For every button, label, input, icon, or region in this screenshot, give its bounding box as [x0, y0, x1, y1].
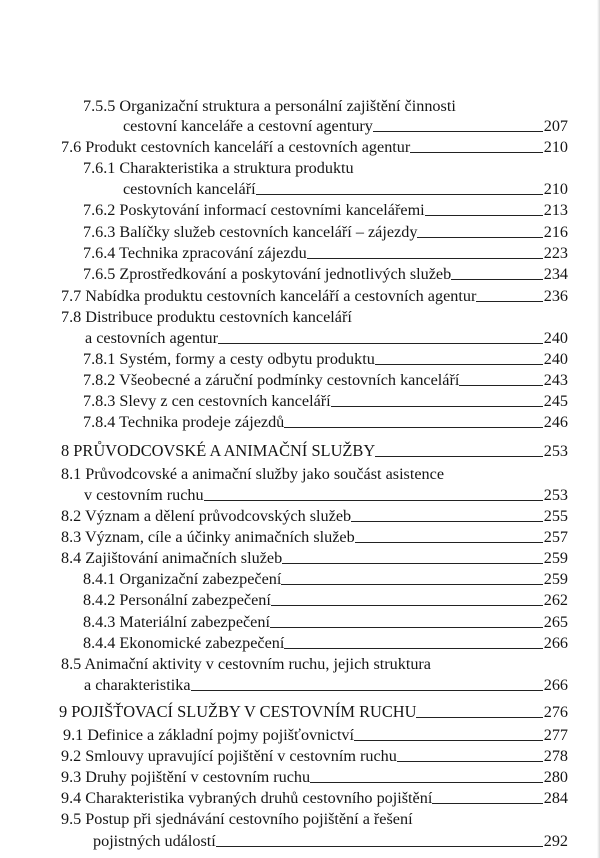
- toc-page-number: 223: [543, 244, 568, 262]
- toc-leader-line: [354, 740, 543, 741]
- toc-entry: [63, 725, 568, 745]
- toc-leader-line: [331, 406, 543, 407]
- toc-leader-line: [375, 364, 543, 365]
- toc-page-number: 253: [543, 486, 568, 504]
- toc-page-number: 292: [543, 832, 568, 850]
- toc-entry: [61, 548, 568, 568]
- toc-entry: [83, 370, 568, 390]
- toc-page-number: 259: [543, 570, 568, 588]
- toc-entry: [93, 831, 568, 851]
- toc-entry-title: 8.4.3 Materiální zabezpečení: [83, 613, 270, 631]
- toc-leader-line: [284, 648, 542, 649]
- toc-leader-line: [417, 237, 542, 238]
- toc-entry-title: 8.5 Animační aktivity v cestovním ruchu, jejich struktura: [61, 655, 431, 673]
- toc-page-number: 253: [543, 442, 568, 460]
- toc-entry: [83, 612, 568, 632]
- toc-page-number: 210: [543, 180, 568, 198]
- toc-entry: [83, 590, 568, 610]
- toc-entry-title: 7.6.3 Balíčky služeb cestovních kanceláří – zájezdy: [83, 223, 418, 241]
- toc-entry-title: 8.3 Význam, cíle a účinky animačních služeb: [61, 528, 355, 546]
- toc-page-number: 277: [543, 726, 568, 744]
- toc-leader-line: [451, 279, 543, 280]
- toc-entry-title: 9.2 Smlouvy upravující pojištění v cestovním ruchu: [61, 747, 397, 765]
- toc-entry: [61, 809, 413, 829]
- toc-entry-title: 8 PRŮVODCOVSKÉ A ANIMAČNÍ SLUŽBY: [61, 441, 376, 460]
- toc-entry-title: 7.8.1 Systém, formy a cesty odbytu produktu: [83, 350, 375, 368]
- toc-leader-line: [307, 258, 543, 259]
- toc-page-number: 284: [543, 789, 568, 807]
- toc-leader-line: [373, 131, 543, 132]
- toc-entry-title: 7.5.5 Organizační struktura a personální zajištění činnosti: [83, 97, 456, 115]
- toc-entry: [83, 222, 568, 242]
- toc-entry-title: 7.8.2 Všeobecné a záruční podmínky cestovních kanceláří: [83, 371, 460, 389]
- toc-entry-title: 9.3 Druhy pojištění v cestovním ruchu: [61, 768, 311, 786]
- toc-entry-title: 7.6.4 Technika zpracování zájezdu: [83, 244, 307, 262]
- toc-entry: [123, 116, 568, 136]
- toc-leader-line: [191, 690, 543, 691]
- toc-entry-title: 7.6.1 Charakteristika a struktura produktu: [83, 159, 354, 177]
- toc-page-number: 280: [543, 768, 568, 786]
- toc-entry: [83, 569, 568, 589]
- toc-entry-title: 7.6.2 Poskytování informací cestovními kancelářemi: [83, 201, 425, 219]
- toc-entry-title: 9.4 Charakteristika vybraných druhů cestovního pojištění: [61, 789, 433, 807]
- toc-leader-line: [425, 215, 543, 216]
- toc-entry: [61, 506, 568, 526]
- toc-chapter-heading: [61, 441, 568, 461]
- toc-entry-title: 8.4 Zajištování animačních služeb: [61, 549, 283, 567]
- toc-page-number: 236: [543, 287, 568, 305]
- toc-leader-line: [397, 761, 543, 762]
- toc-entry-title: 7.6 Produkt cestovních kanceláří a cestovních agentur: [61, 138, 411, 156]
- toc-page-number: 245: [543, 392, 568, 410]
- toc-entry: [61, 527, 568, 547]
- toc-entry: [61, 286, 568, 306]
- toc-leader-line: [204, 500, 543, 501]
- toc-entry: [61, 307, 352, 327]
- toc-entry: [83, 391, 568, 411]
- toc-page-number: 234: [543, 265, 568, 283]
- toc-page-number: 246: [543, 413, 568, 431]
- toc-entry: [83, 96, 456, 116]
- toc-entry: [84, 485, 568, 505]
- toc-entry: [83, 412, 568, 432]
- toc-entry: [85, 328, 568, 348]
- toc-page-number: 266: [543, 634, 568, 652]
- toc-entry: [83, 633, 568, 653]
- toc-entry-title: cestovní kanceláře a cestovní agentury: [123, 117, 373, 135]
- toc-entry-title: 8.4.2 Personální zabezpečení: [83, 591, 271, 609]
- toc-entry-title: 8.2 Význam a dělení průvodcovských služeb: [61, 507, 352, 525]
- toc-page-number: 207: [543, 117, 568, 135]
- toc-entry: [61, 767, 568, 787]
- toc-leader-line: [281, 584, 542, 585]
- toc-entry-title: 8.4.4 Ekonomické zabezpečení: [83, 634, 285, 652]
- toc-entry-title: 7.6.5 Zprostředkování a poskytování jednotlivých služeb: [83, 265, 452, 283]
- toc-entry-title: a charakteristika: [84, 676, 191, 694]
- toc-page-number: 262: [543, 591, 568, 609]
- toc-page-number: 255: [543, 507, 568, 525]
- toc-entry-title: 8.4.1 Organizační zabezpečení: [83, 570, 282, 588]
- toc-leader-line: [216, 846, 543, 847]
- toc-page-number: 210: [543, 138, 568, 156]
- toc-page-number: 265: [543, 613, 568, 631]
- toc-page-number: 257: [543, 528, 568, 546]
- toc-entry: [83, 158, 354, 178]
- toc-entry: [84, 675, 568, 695]
- toc-entry-title: 9.5 Postup při sjednávání cestovního pojištění a řešení: [61, 810, 413, 828]
- toc-page-number: 276: [543, 703, 568, 721]
- toc-entry: [61, 746, 568, 766]
- toc-entry-title: pojistných událostí: [93, 832, 216, 850]
- toc-leader-line: [284, 427, 542, 428]
- toc-page-number: 240: [543, 329, 568, 347]
- toc-leader-line: [270, 627, 543, 628]
- toc-entry: [61, 464, 444, 484]
- toc-entry-title: 7.8.3 Slevy z cen cestovních kanceláří: [83, 392, 331, 410]
- toc-entry: [83, 349, 568, 369]
- toc-leader-line: [410, 152, 542, 153]
- toc-leader-line: [271, 605, 543, 606]
- toc-leader-line: [416, 717, 542, 718]
- toc-page-number: 240: [543, 350, 568, 368]
- toc-page-number: 266: [543, 676, 568, 694]
- toc-entry: [83, 200, 568, 220]
- toc-page-number: 213: [543, 201, 568, 219]
- toc-page-number: 278: [543, 747, 568, 765]
- toc-leader-line: [355, 542, 543, 543]
- toc-entry: [61, 654, 431, 674]
- toc-entry-title: 9 POJIŠŤOVACÍ SLUŽBY V CESTOVNÍM RUCHU: [59, 702, 417, 721]
- toc-page-number: 216: [543, 223, 568, 241]
- toc-leader-line: [351, 521, 543, 522]
- toc-entry-title: a cestovních agentur: [85, 329, 219, 347]
- toc-entry-title: 7.8.4 Technika prodeje zájezdů: [83, 413, 285, 431]
- toc-entry: [83, 264, 568, 284]
- toc-leader-line: [459, 385, 542, 386]
- toc-entry-title: 7.8 Distribuce produktu cestovních kanceláří: [61, 308, 352, 326]
- toc-leader-line: [310, 782, 543, 783]
- toc-entry: [83, 243, 568, 263]
- toc-leader-line: [432, 803, 542, 804]
- toc-entry-title: 8.1 Průvodcovské a animační služby jako součást asistence: [61, 465, 445, 483]
- toc-entry-title: 9.1 Definice a základní pojmy pojišťovnictví: [63, 726, 355, 744]
- toc-entry: [61, 137, 568, 157]
- toc-chapter-heading: [59, 702, 568, 722]
- toc-entry: [61, 788, 568, 808]
- toc-page-number: 243: [543, 371, 568, 389]
- toc-leader-line: [375, 456, 543, 457]
- toc-entry-title: v cestovním ruchu: [84, 486, 204, 504]
- toc-page-number: 259: [543, 549, 568, 567]
- toc-leader-line: [256, 194, 543, 195]
- toc-entry-title: 7.7 Nabídka produktu cestovních kanceláří a cestovních agentur: [61, 287, 477, 305]
- toc-entry: [123, 179, 568, 199]
- toc-leader-line: [282, 563, 543, 564]
- toc-leader-line: [218, 343, 543, 344]
- toc-entry-title: cestovních kanceláří: [123, 180, 256, 198]
- toc-leader-line: [476, 301, 542, 302]
